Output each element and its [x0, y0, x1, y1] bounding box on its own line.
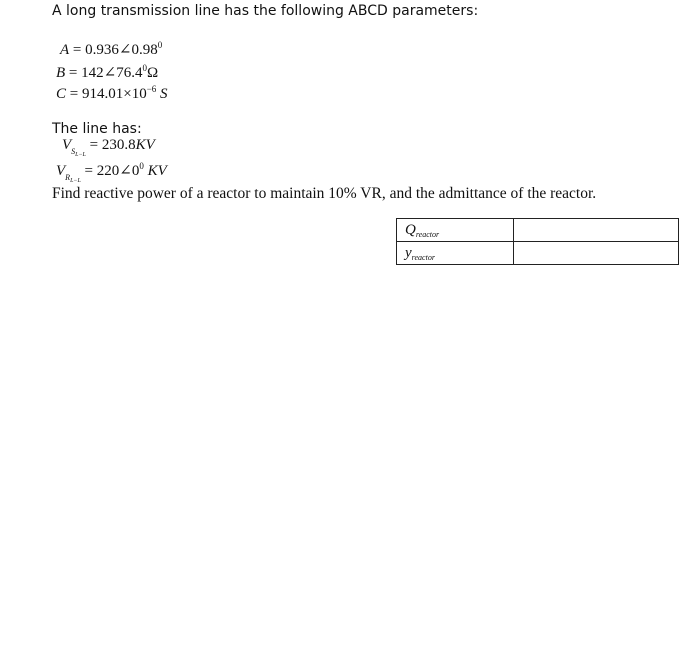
- param-c-value: 914.01×10: [81, 86, 147, 102]
- angle-icon: ∠: [119, 163, 132, 179]
- angle-icon: ∠: [103, 65, 117, 81]
- line-has-text: The line has:: [52, 121, 142, 137]
- vr-angle: 0: [131, 163, 140, 179]
- param-b-angle: 76.4: [116, 65, 143, 81]
- y-reactor-label: [397, 242, 514, 265]
- param-a: $A = 0.936\angle 0.98^0$: [60, 40, 163, 58]
- vr-degree: 0: [139, 161, 144, 171]
- vs-unit: KV: [135, 137, 155, 153]
- param-b-symbol: B: [56, 65, 66, 81]
- param-a-degree: 0: [157, 40, 163, 50]
- param-b: $B = 142\angle 76.4^0\Omega$: [56, 63, 159, 81]
- angle-icon: ∠: [118, 42, 132, 58]
- param-a-value: 0.936: [85, 42, 119, 58]
- vr-unit: KV: [147, 163, 167, 179]
- answer-table: [396, 218, 679, 265]
- param-c-symbol: C: [56, 86, 67, 102]
- param-a-symbol: A: [60, 42, 70, 58]
- table-row: [397, 219, 679, 242]
- vr-sub: R: [65, 173, 71, 182]
- vs-value: 230.8: [101, 137, 136, 153]
- q-symbol: Q: [405, 221, 416, 238]
- y-symbol: y: [405, 244, 412, 261]
- vs-subscript: [71, 147, 86, 156]
- vs-equation: $V_{S_{L-L}} = 230.8KV$: [62, 137, 155, 158]
- intro-text: A long transmission line has the following ABCD parameters:: [52, 3, 479, 19]
- param-c: $C = 914.01\times 10^{-6}$ S: [56, 84, 168, 102]
- param-b-degree: 0: [142, 63, 147, 73]
- param-c-exponent: −6: [146, 84, 157, 94]
- q-reactor-answer[interactable]: [514, 219, 679, 242]
- y-reactor-answer[interactable]: [514, 242, 679, 265]
- vs-subsub: L−L: [75, 152, 86, 158]
- q-sub: reactor: [415, 229, 440, 239]
- vr-subsub: L−L: [70, 178, 81, 184]
- param-a-angle: 0.98: [131, 42, 158, 58]
- y-sub: reactor: [411, 252, 435, 262]
- vr-equation: $V_{R_{L-L}}$ = $220\angle 0^0$ KV: [56, 161, 167, 184]
- vr-subscript: [65, 173, 81, 182]
- vr-symbol: V: [56, 163, 66, 179]
- param-b-unit: Ω: [146, 65, 159, 81]
- vs-sub: S: [71, 147, 76, 156]
- param-c-unit: S: [160, 86, 168, 102]
- table-row: [397, 242, 679, 265]
- vr-value: 220: [96, 163, 120, 179]
- param-b-value: 142: [81, 65, 104, 81]
- task-text: Find reactive power of a reactor to maintain 10% VR, and the admittance of the reactor.: [52, 185, 597, 202]
- q-reactor-label: [397, 219, 514, 242]
- vs-symbol: V: [62, 137, 72, 153]
